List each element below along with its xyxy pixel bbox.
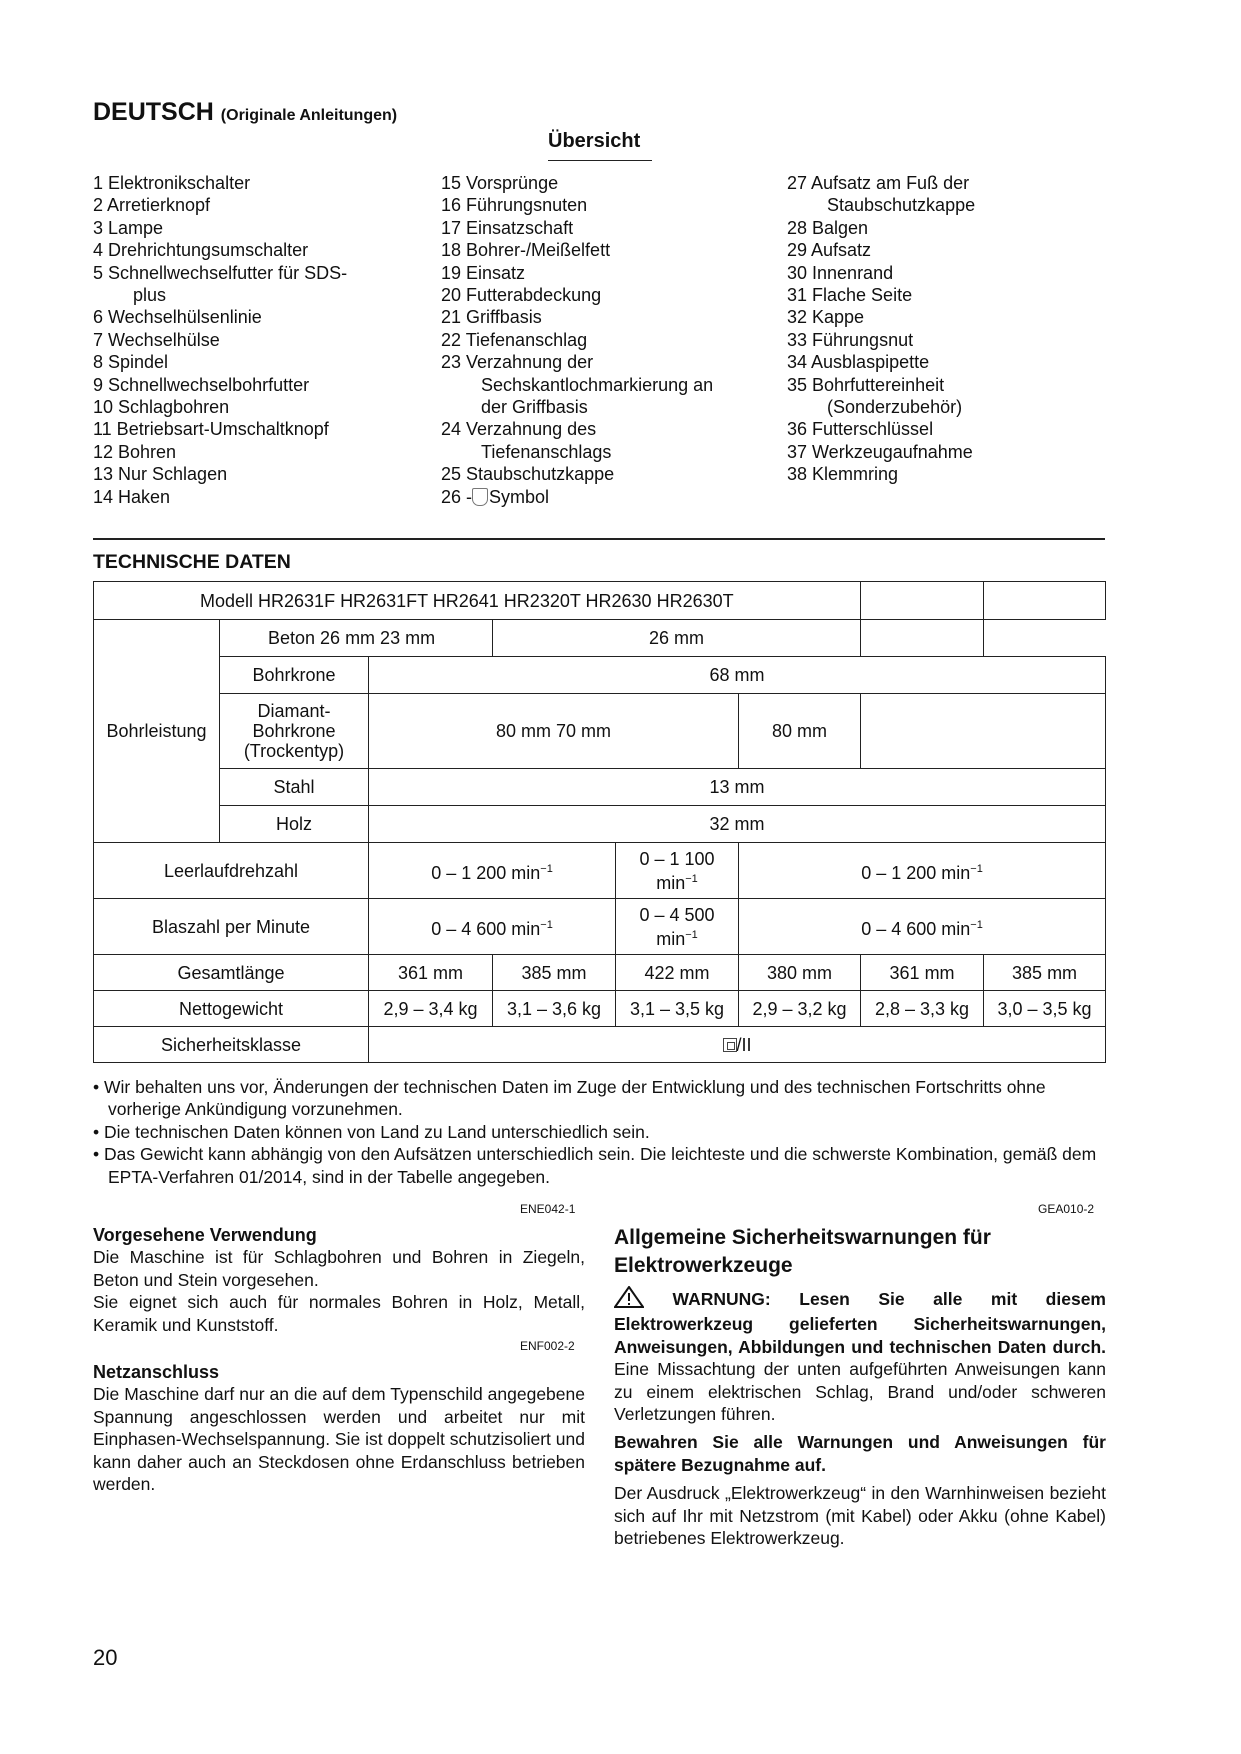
intended-use-text: Die Maschine ist für Schlagbohren und Bohren in Ziegeln, Beton und Stein vorgesehen.: [93, 1247, 585, 1290]
gewicht-value: 3,1 – 3,5 kg: [616, 991, 739, 1027]
empty-cell: [984, 582, 1106, 620]
list-item: 8 Spindel: [93, 352, 169, 373]
safety-section: [614, 1224, 1106, 1555]
list-item: 12 Bohren: [93, 441, 177, 462]
list-item: 28 Balgen: [787, 217, 869, 238]
list-item: 1 Elektronikschalter: [93, 173, 251, 193]
stahl-value: 13 mm: [369, 769, 1106, 806]
laenge-value: 422 mm: [616, 955, 739, 991]
diamant-label: Diamant-Bohrkrone (Trockentyp): [220, 694, 369, 769]
list-item: 10 Schlagbohren: [93, 397, 230, 418]
list-item-continued: plus: [133, 285, 167, 306]
list-item: 18 Bohrer-/Meißelfett: [441, 240, 611, 261]
term-definition: Der Ausdruck „Elektrowerkzeug“ in den Warnhinweisen bezieht sich auf Ihr mit Netzstrom (mit Kabel) oder Akku (ohne Kabel) betriebenes Elektrowerkzeug.: [614, 1483, 1106, 1549]
list-item-continued: Sechskantlochmarkierung an: [481, 374, 714, 395]
list-item: 32 Kappe: [787, 307, 865, 328]
gewicht-value: 2,9 – 3,2 kg: [739, 991, 861, 1027]
list-item: 6 Wechselhülsenlinie: [93, 307, 262, 328]
laenge-value: 380 mm: [739, 955, 861, 991]
list-item: 11 Betriebsart-Umschaltknopf: [93, 419, 329, 440]
table-row: [94, 657, 1106, 694]
wear-symbol-icon: [472, 488, 488, 506]
holz-value: 32 mm: [369, 806, 1106, 843]
table-row: [94, 694, 1106, 769]
leerlauf-label: Leerlaufdrehzahl: [94, 843, 369, 899]
section-divider: [93, 538, 1105, 540]
list-item: 34 Ausblaspipette: [787, 352, 930, 373]
beton-value: 26 mm: [493, 620, 861, 657]
sicherheitsklasse-label: Sicherheitsklasse: [94, 1027, 369, 1063]
table-row: [94, 899, 1106, 955]
list-item: 30 Innenrand: [787, 262, 894, 283]
table-row: [94, 620, 1106, 657]
list-item-symbol: 26 - Symbol: [441, 486, 550, 507]
list-item: 17 Einsatzschaft: [441, 217, 574, 238]
list-item: 14 Haken: [93, 486, 171, 507]
beton-label: Beton 26 mm 23 mm: [220, 620, 493, 657]
warning-paragraph: [614, 1286, 1106, 1425]
gewicht-value: 3,0 – 3,5 kg: [984, 991, 1106, 1027]
table-row: [94, 991, 1106, 1027]
table-row: [94, 1027, 1106, 1063]
blaszahl-value-3: 0 – 4 600 $\min^{-1}$: [739, 899, 1106, 955]
language-label: DEUTSCH: [93, 98, 214, 126]
laenge-value: 385 mm: [493, 955, 616, 991]
empty-cell: [861, 694, 1106, 769]
list-item: 33 Führungsnut: [787, 329, 914, 350]
spec-table: [93, 581, 1106, 1063]
warning-triangle-icon: [614, 1286, 644, 1313]
overview-column-1: [93, 172, 347, 508]
tech-data-title: TECHNISCHE DATEN: [93, 551, 291, 573]
table-row: [94, 582, 1106, 620]
overview-column-3: [787, 172, 975, 486]
list-item: 19 Einsatz: [441, 262, 526, 283]
list-item: 20 Futterabdeckung: [441, 285, 602, 306]
language-title: [93, 98, 397, 127]
bohrkrone-value: 68 mm: [369, 657, 1106, 694]
intended-use-text: Sie eignet sich auch für normales Bohren in Holz, Metall, Keramik und Kunststoff.: [93, 1292, 585, 1335]
overview-title: Übersicht: [548, 130, 641, 152]
warning-text: Eine Missachtung der unten aufgeführten Anweisungen kann zu einem elektrischen Schlag, Brand und/oder schweren Verletzungen führen.: [614, 1359, 1106, 1425]
ref-code: ENE042-1: [520, 1202, 576, 1216]
overview-column-2: [441, 172, 713, 508]
blaszahl-value-2: 0 – 4 500 $\min^{-1}$: [616, 899, 739, 955]
empty-cell: [861, 582, 984, 620]
list-item: 4 Drehrichtungsumschalter: [93, 240, 309, 261]
list-item-continued: der Griffbasis: [481, 397, 588, 418]
blaszahl-label: Blaszahl per Minute: [94, 899, 369, 955]
table-row: [94, 806, 1106, 843]
stahl-label: Stahl: [220, 769, 369, 806]
leerlauf-value-3: 0 – 1 200 $\min^{-1}$: [739, 843, 1106, 899]
keep-instructions: Bewahren Sie alle Warnungen und Anweisungen für spätere Bezugnahme auf.: [614, 1432, 1106, 1475]
diamant-value-1: 80 mm 70 mm: [369, 694, 739, 769]
list-item: 13 Nur Schlagen: [93, 464, 228, 485]
sicherheitsklasse-value: /II: [369, 1027, 1106, 1063]
power-supply-section: [93, 1361, 585, 1495]
list-item: 7 Wechselhülse: [93, 329, 220, 350]
empty-cell: [861, 620, 984, 657]
diamant-value-2: 80 mm: [739, 694, 861, 769]
gewicht-value: 2,9 – 3,4 kg: [369, 991, 493, 1027]
bohrkrone-label: Bohrkrone: [220, 657, 369, 694]
gewicht-value: 2,8 – 3,3 kg: [861, 991, 984, 1027]
note-item: • Wir behalten uns vor, Änderungen der technischen Daten im Zuge der Entwicklung und des technischen Fortschritts ohne vorherige Ankündigung vorzunehmen.: [93, 1077, 1046, 1120]
list-item: 21 Griffbasis: [441, 307, 542, 328]
laenge-label: Gesamtlänge: [94, 955, 369, 991]
leerlauf-value-1: 0 – 1 200 $\min^{-1}$: [369, 843, 616, 899]
laenge-value: 361 mm: [861, 955, 984, 991]
blaszahl-value-1: 0 – 4 600 $\min^{-1}$: [369, 899, 616, 955]
list-item: 22 Tiefenanschlag: [441, 329, 588, 350]
list-item: 31 Flache Seite: [787, 285, 913, 306]
language-subtitle: (Originale Anleitungen): [220, 107, 398, 124]
list-item: 27 Aufsatz am Fuß der: [787, 173, 970, 193]
ref-code: ENF002-2: [520, 1339, 575, 1353]
ref-code: GEA010-2: [1038, 1202, 1095, 1216]
list-item-continued: Staubschutzkappe: [827, 195, 976, 216]
list-item: 2 Arretierknopf: [93, 195, 211, 216]
intended-use-heading: Vorgesehene Verwendung: [93, 1225, 317, 1245]
intended-use-section: [93, 1224, 585, 1336]
table-row: [94, 955, 1106, 991]
list-item: 23 Verzahnung der: [441, 352, 594, 373]
note-item: • Die technischen Daten können von Land zu Land unterschiedlich sein.: [93, 1121, 650, 1142]
list-item: 24 Verzahnung des: [441, 419, 597, 440]
list-item: 25 Staubschutzkappe: [441, 464, 615, 485]
list-item: 5 Schnellwechselfutter für SDS-: [93, 262, 348, 283]
power-supply-heading: Netzanschluss: [93, 1362, 220, 1382]
list-item: 15 Vorsprünge: [441, 173, 559, 193]
tech-notes: [93, 1076, 1105, 1188]
list-item: 9 Schnellwechselbohrfutter: [93, 374, 310, 395]
list-item: 29 Aufsatz: [787, 240, 872, 261]
list-item: 16 Führungsnuten: [441, 195, 588, 216]
model-row-cell: Modell HR2631F HR2631FT HR2641 HR2320T HR2630 HR2630T: [94, 582, 861, 620]
empty-cell: [984, 620, 1106, 657]
leerlauf-value-2: 0 – 1 100 $\min^{-1}$: [616, 843, 739, 899]
holz-label: Holz: [220, 806, 369, 843]
list-item: 36 Futterschlüssel: [787, 419, 934, 440]
laenge-value: 385 mm: [984, 955, 1106, 991]
table-row: [94, 769, 1106, 806]
gewicht-value: 3,1 – 3,6 kg: [493, 991, 616, 1027]
gewicht-label: Nettogewicht: [94, 991, 369, 1027]
overview-underline: [548, 160, 652, 161]
bohrleistung-label: Bohrleistung: [94, 620, 220, 843]
page-number: 20: [93, 1645, 118, 1670]
list-item: 3 Lampe: [93, 217, 164, 238]
list-item-continued: (Sonderzubehör): [827, 397, 963, 418]
list-item: 38 Klemmring: [787, 464, 899, 485]
double-insulation-icon: [723, 1038, 737, 1052]
laenge-value: 361 mm: [369, 955, 493, 991]
warning-bold-text: WARNUNG: Lesen Sie alle mit diesem Elektrowerkzeug gelieferten Sicherheitswarnungen, Anweisungen, Abbildungen und technischen Daten durch.: [614, 1289, 1106, 1357]
list-item: 35 Bohrfuttereinheit: [787, 374, 945, 395]
table-row: [94, 843, 1106, 899]
safety-heading: Allgemeine Sicherheitswarnungen für Elektrowerkzeuge: [614, 1226, 991, 1277]
note-item: • Das Gewicht kann abhängig von den Aufsätzen unterschiedlich sein. Die leichteste und die schwerste Kombination, gemäß dem EPTA-Verfahren 01/2014, sind in der Tabelle angegeben.: [93, 1144, 1097, 1187]
list-item-continued: Tiefenanschlags: [481, 441, 612, 462]
list-item: 37 Werkzeugaufnahme: [787, 441, 973, 462]
power-supply-text: Die Maschine darf nur an die auf dem Typenschild angegebene Spannung angeschlossen werden und arbeitet nur mit Einphasen-Wechselspannung. Sie ist doppelt schutzisoliert und kann daher auch an Steckdosen ohne Erdanschluss betrieben werden.: [93, 1384, 585, 1495]
